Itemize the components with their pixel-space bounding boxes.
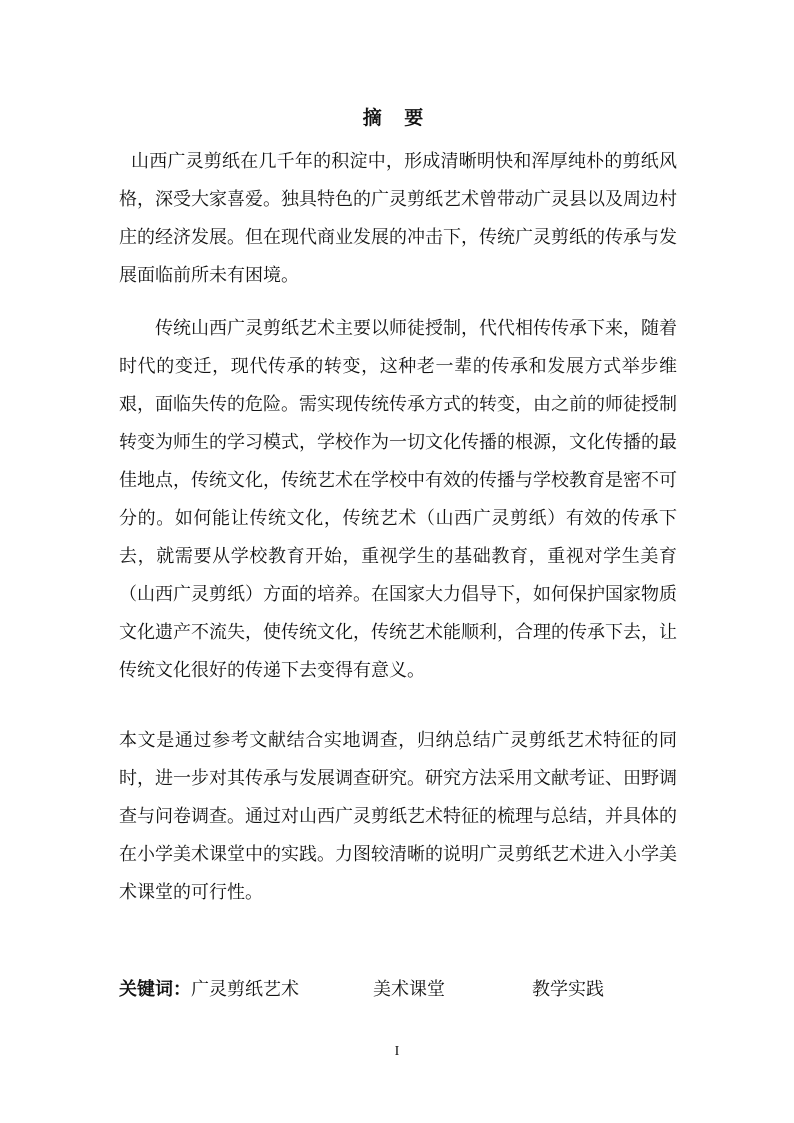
keywords-label: 关键词： bbox=[119, 979, 191, 1000]
keywords-line bbox=[119, 976, 679, 1004]
abstract-paragraph-1: 山西广灵剪纸在几千年的积淀中，形成清晰明快和浑厚纯朴的剪纸风格，深受大家喜爱。独具特色的广灵剪纸艺术曾带动广灵县以及周边村庄的经济发展。但在现代商业发展的冲击下，传统广灵剪纸的传承与发展面临前所未有困境。 bbox=[119, 151, 677, 286]
keyword-item: 广灵剪纸艺术 bbox=[191, 979, 299, 1000]
abstract-title: 摘 要 bbox=[362, 107, 432, 129]
page-number: I bbox=[394, 1044, 400, 1059]
keyword-item: 美术课堂 bbox=[373, 979, 445, 1000]
abstract-paragraph-2: 传统山西广灵剪纸艺术主要以师徒授制，代代相传传承下来，随着时代的变迁，现代传承的转变，这种老一辈的传承和发展方式举步维艰，面临失传的危险。需实现传统传承方式的转变，由之前的师徒授制转变为师生的学习模式，学校作为一切文化传播的根源，文化传播的最佳地点，传统文化，传统艺术在学校中有效的传播与学校教育是密不可分的。如何能让传统文化，传统艺术（山西广灵剪纸）有效的传承下去，就需要从学校教育开始，重视学生的基础教育，重视对学生美育（山西广灵剪纸）方面的培养。在国家大力倡导下，如何保护国家物质文化遗产不流失，使传统文化，传统艺术能顺利，合理的传承下去，让传统文化很好的传递下去变得有意义。 bbox=[119, 318, 677, 681]
keyword-item: 教学实践 bbox=[532, 979, 604, 1000]
abstract-paragraph-3: 本文是通过参考文献结合实地调查，归纳总结广灵剪纸艺术特征的同时，进一步对其传承与发展调查研究。研究方法采用文献考证、田野调查与问卷调查。通过对山西广灵剪纸艺术特征的梳理与总结，并具体的在小学美术课堂中的实践。力图较清晰的说明广灵剪纸艺术进入小学美术课堂的可行性。 bbox=[119, 730, 677, 903]
